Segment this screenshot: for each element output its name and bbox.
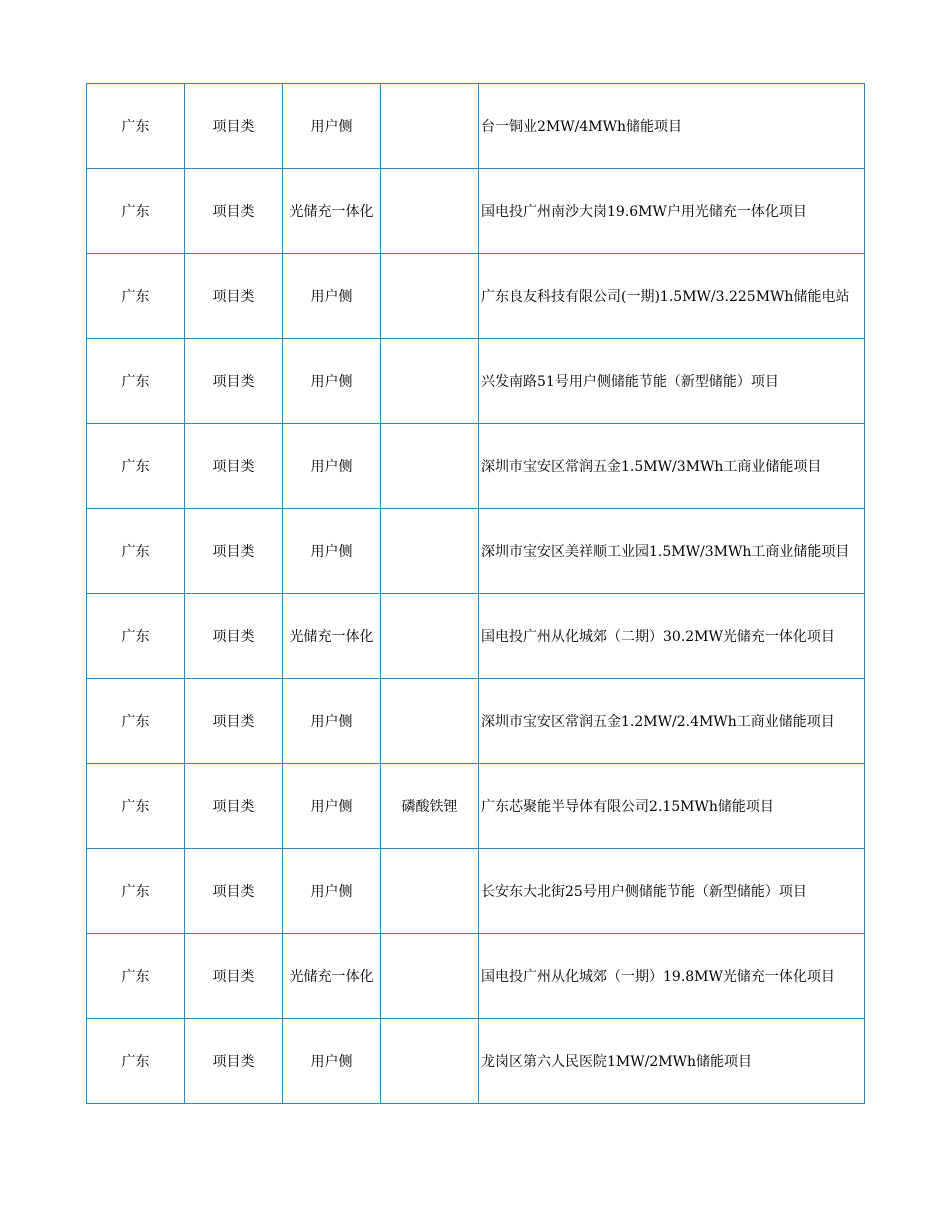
technology-cell (381, 424, 479, 509)
category-cell: 项目类 (185, 254, 283, 339)
technology-cell (381, 934, 479, 1019)
project-table (86, 83, 865, 1104)
type-cell: 用户侧 (283, 764, 381, 849)
technology-cell (381, 509, 479, 594)
project-name-cell: 长安东大北街25号用户侧储能节能（新型储能）项目 (479, 849, 865, 934)
table-row (87, 254, 865, 339)
project-name-cell: 兴发南路51号用户侧储能节能（新型储能）项目 (479, 339, 865, 424)
table-row (87, 509, 865, 594)
type-cell: 光储充一体化 (283, 594, 381, 679)
project-name-cell: 国电投广州从化城郊（一期）19.8MW光储充一体化项目 (479, 934, 865, 1019)
province-cell: 广东 (87, 764, 185, 849)
type-cell: 用户侧 (283, 849, 381, 934)
table-row (87, 679, 865, 764)
table-body (87, 84, 865, 1104)
project-name-cell: 台一铜业2MW/4MWh储能项目 (479, 84, 865, 169)
category-cell: 项目类 (185, 339, 283, 424)
province-cell: 广东 (87, 934, 185, 1019)
type-cell: 用户侧 (283, 84, 381, 169)
project-name-cell: 国电投广州从化城郊（二期）30.2MW光储充一体化项目 (479, 594, 865, 679)
project-name-cell: 龙岗区第六人民医院1MW/2MWh储能项目 (479, 1019, 865, 1104)
category-cell: 项目类 (185, 84, 283, 169)
type-cell: 用户侧 (283, 424, 381, 509)
category-cell: 项目类 (185, 424, 283, 509)
category-cell: 项目类 (185, 594, 283, 679)
technology-cell (381, 679, 479, 764)
table-row (87, 1019, 865, 1104)
province-cell: 广东 (87, 1019, 185, 1104)
type-cell: 光储充一体化 (283, 934, 381, 1019)
province-cell: 广东 (87, 849, 185, 934)
table-row (87, 339, 865, 424)
province-cell: 广东 (87, 424, 185, 509)
category-cell: 项目类 (185, 934, 283, 1019)
type-cell: 用户侧 (283, 509, 381, 594)
project-name-cell: 深圳市宝安区美祥顺工业园1.5MW/3MWh工商业储能项目 (479, 509, 865, 594)
technology-cell (381, 594, 479, 679)
project-name-cell: 国电投广州南沙大岗19.6MW户用光储充一体化项目 (479, 169, 865, 254)
technology-cell (381, 339, 479, 424)
project-name-cell: 深圳市宝安区常润五金1.2MW/2.4MWh工商业储能项目 (479, 679, 865, 764)
category-cell: 项目类 (185, 679, 283, 764)
project-name-cell: 广东良友科技有限公司(一期)1.5MW/3.225MWh储能电站 (479, 254, 865, 339)
province-cell: 广东 (87, 254, 185, 339)
type-cell: 用户侧 (283, 339, 381, 424)
province-cell: 广东 (87, 339, 185, 424)
category-cell: 项目类 (185, 169, 283, 254)
category-cell: 项目类 (185, 764, 283, 849)
technology-cell: 磷酸铁锂 (381, 764, 479, 849)
technology-cell (381, 254, 479, 339)
technology-cell (381, 849, 479, 934)
type-cell: 用户侧 (283, 1019, 381, 1104)
province-cell: 广东 (87, 84, 185, 169)
table-row (87, 594, 865, 679)
province-cell: 广东 (87, 509, 185, 594)
category-cell: 项目类 (185, 1019, 283, 1104)
technology-cell (381, 84, 479, 169)
type-cell: 用户侧 (283, 254, 381, 339)
table-row (87, 849, 865, 934)
table-row (87, 934, 865, 1019)
table-row (87, 424, 865, 509)
province-cell: 广东 (87, 594, 185, 679)
category-cell: 项目类 (185, 509, 283, 594)
category-cell: 项目类 (185, 849, 283, 934)
project-name-cell: 广东芯聚能半导体有限公司2.15MWh储能项目 (479, 764, 865, 849)
technology-cell (381, 169, 479, 254)
type-cell: 光储充一体化 (283, 169, 381, 254)
table-row (87, 169, 865, 254)
province-cell: 广东 (87, 169, 185, 254)
province-cell: 广东 (87, 679, 185, 764)
technology-cell (381, 1019, 479, 1104)
table-row (87, 764, 865, 849)
table-row (87, 84, 865, 169)
type-cell: 用户侧 (283, 679, 381, 764)
project-name-cell: 深圳市宝安区常润五金1.5MW/3MWh工商业储能项目 (479, 424, 865, 509)
